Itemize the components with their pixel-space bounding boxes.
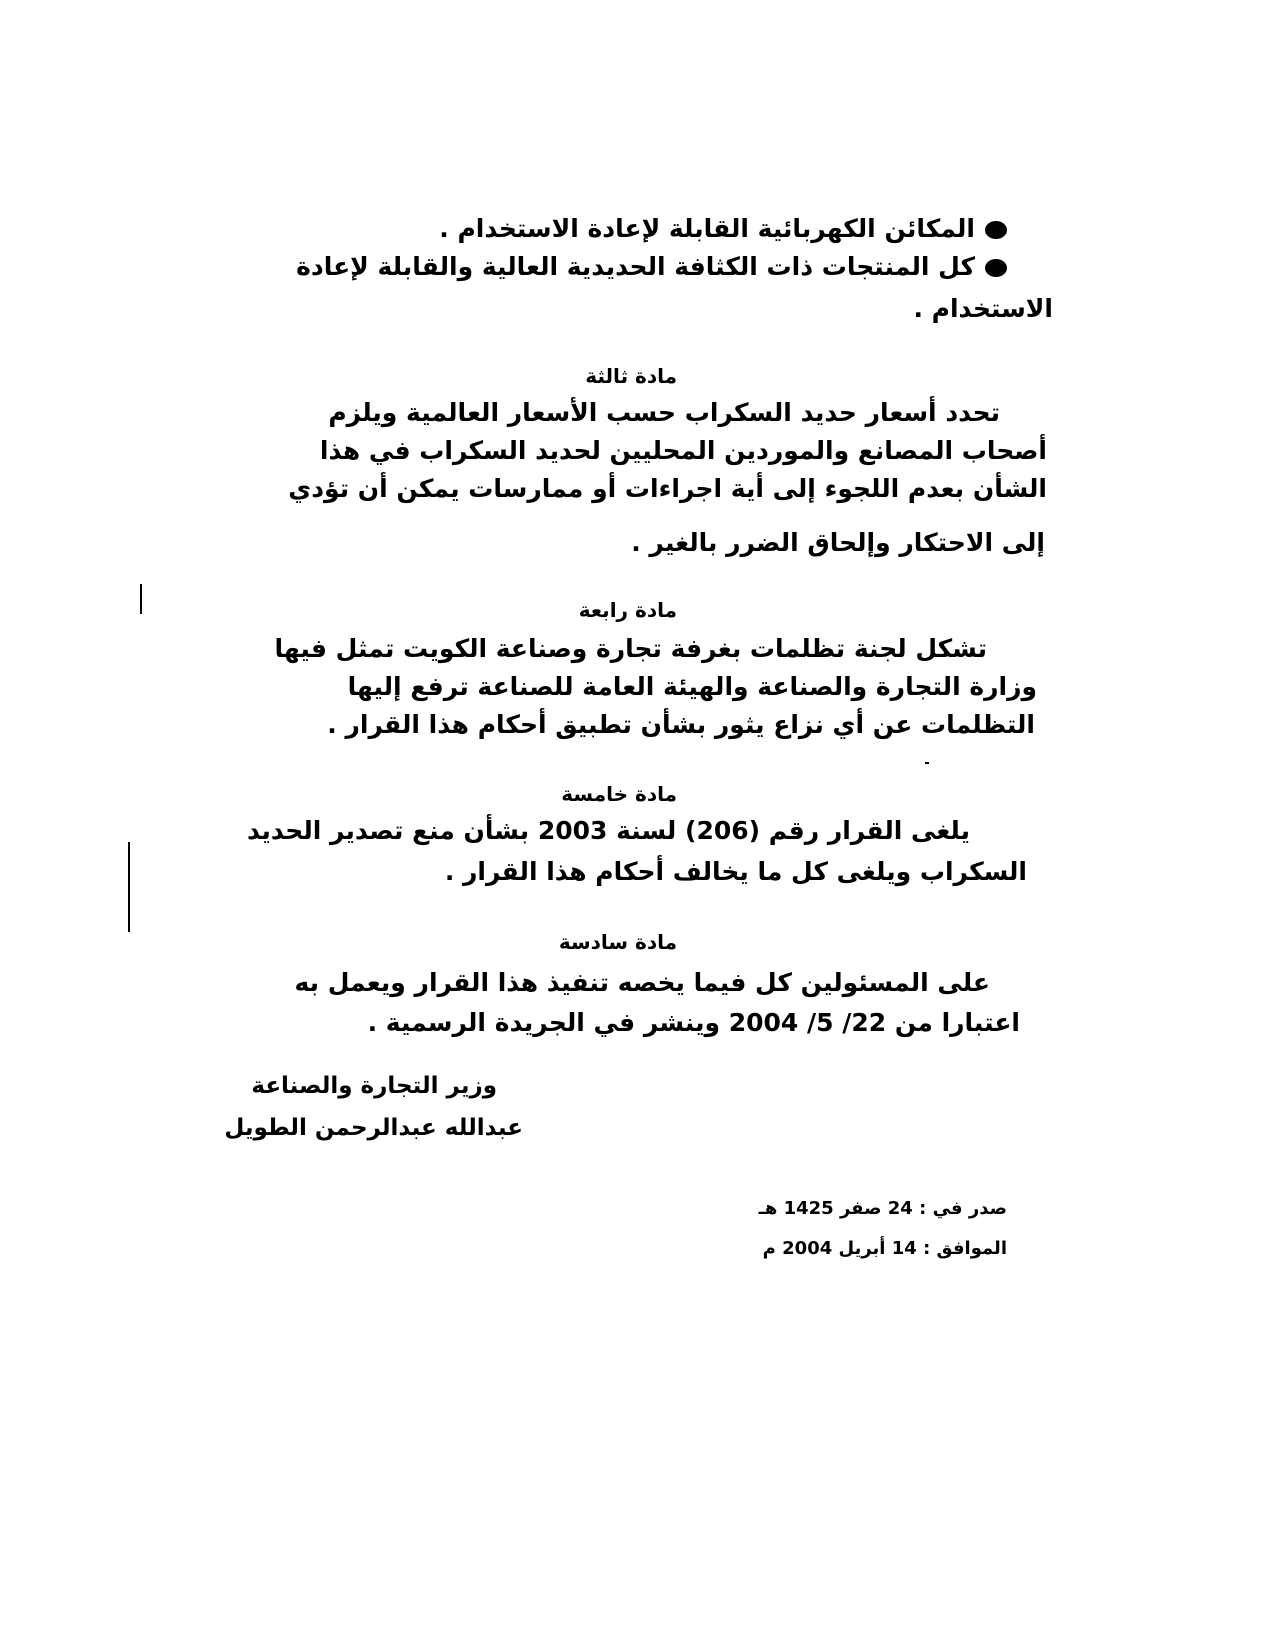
margin-mark	[128, 842, 130, 932]
article4-line: تشكل لجنة تظلمات بغرفة تجارة وصناعة الكويت تمثل فيها	[274, 634, 987, 663]
bullet-item	[439, 212, 1007, 246]
article6-heading: مادة سادسة	[558, 930, 677, 954]
speck	[925, 762, 929, 764]
bullet-continuation: الاستخدام .	[913, 294, 1053, 323]
article4-line: وزارة التجارة والصناعة والهيئة العامة للصناعة ترفع إليها	[347, 672, 1037, 701]
bullet-text: كل المنتجات ذات الكثافة الحديدية العالية والقابلة لإعادة	[296, 252, 975, 281]
article3-line: أصحاب المصانع والموردين المحليين لحديد السكراب في هذا	[319, 436, 1047, 465]
bullet-icon	[985, 259, 1007, 277]
article3-line: تحدد أسعار حديد السكراب حسب الأسعار العالمية ويلزم	[328, 398, 1000, 427]
margin-mark	[140, 584, 142, 614]
issued-date: صدر في : 24 صفر 1425 هـ	[758, 1198, 1007, 1219]
article5-line: السكراب ويلغى كل ما يخالف أحكام هذا القرار .	[444, 857, 1027, 886]
bullet-icon	[985, 221, 1007, 239]
article3-line: الشأن بعدم اللجوء إلى أية اجراءات أو ممارسات يمكن أن تؤدي	[288, 474, 1047, 503]
article3-line: إلى الاحتكار وإلحاق الضرر بالغير .	[631, 528, 1045, 557]
minister-title: وزير التجارة والصناعة	[251, 1073, 497, 1099]
article4-line: التظلمات عن أي نزاع يثور بشأن تطبيق أحكام هذا القرار .	[327, 710, 1035, 739]
bullet-text: المكائن الكهربائية القابلة لإعادة الاستخدام .	[439, 214, 975, 243]
article6-line: اعتبارا من 22/ 5/ 2004 وينشر في الجريدة الرسمية .	[367, 1008, 1020, 1037]
article3-heading: مادة ثالثة	[585, 364, 677, 388]
bullet-item	[296, 250, 1007, 284]
article5-heading: مادة خامسة	[561, 782, 677, 806]
article6-line: على المسئولين كل فيما يخصه تنفيذ هذا القرار ويعمل به	[294, 968, 990, 997]
corresponding-date: الموافق : 14 أبريل 2004 م	[762, 1238, 1007, 1259]
minister-name: عبدالله عبدالرحمن الطويل	[224, 1115, 523, 1141]
article5-line: يلغى القرار رقم (206) لسنة 2003 بشأن منع تصدير الحديد	[247, 816, 970, 845]
article4-heading: مادة رابعة	[578, 598, 677, 622]
